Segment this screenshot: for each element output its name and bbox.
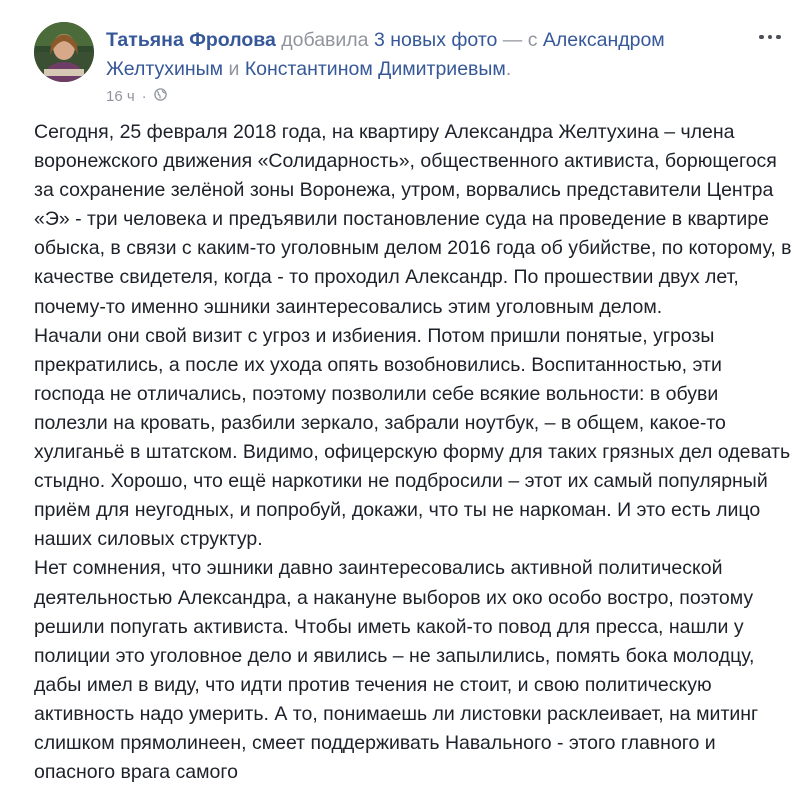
post-paragraph: Сегодня, 25 февраля 2018 года, на квартиру Александра Желтухина – члена воронежского движения «Солидарность», общественного активиста, борющегося за сохранение зелёной зоны Воронежа, утром, ворвались представители Центра «Э» - три человека и предъявили постановление суда на проведение в квартире обыска, в связи с каким-то уголовным делом 2016 года об убийстве, по которому, в качестве свидетеля, когда - то проходил Александр. По прошествии двух лет, почему-то именно эшники заинтересовались этим уголовным делом. bbox=[34, 121, 792, 318]
post-paragraph: Начали они свой визит с угроз и избиения. Потом пришли понятые, угрозы прекратились, а после их ухода опять возобновились. Воспитанностью, эти господа не отличались, поэтому позволили себе всякие вольности: в обуви полезли на кровать, разбили зеркало, забрали ноутбук, – в общем, какое-то хулиганьё в штатском. Видимо, офицерскую форму для таких грязных дел одевать стыдно. Хорошо, что ещё наркотики не подбросили – этот их самый популярный приём для неугодных, и попробуй, докажи, что ты не наркоман. И это есть лицо наших силовых структур. bbox=[34, 324, 791, 551]
avatar-photo bbox=[34, 22, 94, 82]
author-avatar[interactable] bbox=[34, 22, 94, 82]
header-period: . bbox=[505, 58, 512, 80]
author-name-link[interactable]: Татьяна Фролова bbox=[106, 29, 276, 51]
post-timestamp[interactable]: 16 ч bbox=[106, 87, 135, 105]
with-prefix-text: — с bbox=[502, 29, 538, 51]
post-action-text: добавила bbox=[281, 29, 369, 51]
globe-icon[interactable] bbox=[154, 88, 167, 105]
post-body bbox=[34, 118, 794, 787]
post-header bbox=[106, 26, 746, 84]
tagged-person-link-1[interactable]: Александром Желтухиным bbox=[106, 29, 665, 80]
photos-link[interactable]: 3 новых фото bbox=[373, 29, 498, 51]
tagged-person-link-2[interactable]: Константином Димитриевым bbox=[244, 58, 506, 80]
post-paragraph: Нет сомнения, что эшники давно заинтересовались активной политической деятельностью Александра, а накануне выборов их око особо востро, поэтому решили попугать активиста. Чтобы иметь какой-то повод для пресса, нашли у полиции это уголовное дело и явились – не запылились, помять бока молодцу, дабы имел в виду, что идти против течения не стоит, и свою политическую активность надо умерить. А то, понимаешь ли листовки расклеивает, на митинг слишком прямолинеен, смеет поддерживать Навального - этого главного и опасного врага самого bbox=[34, 557, 759, 784]
conjunction-text: и bbox=[228, 58, 240, 80]
more-options-icon bbox=[759, 35, 764, 40]
more-options-button[interactable] bbox=[754, 26, 786, 48]
post-meta bbox=[106, 85, 167, 107]
meta-separator: · bbox=[141, 87, 147, 105]
